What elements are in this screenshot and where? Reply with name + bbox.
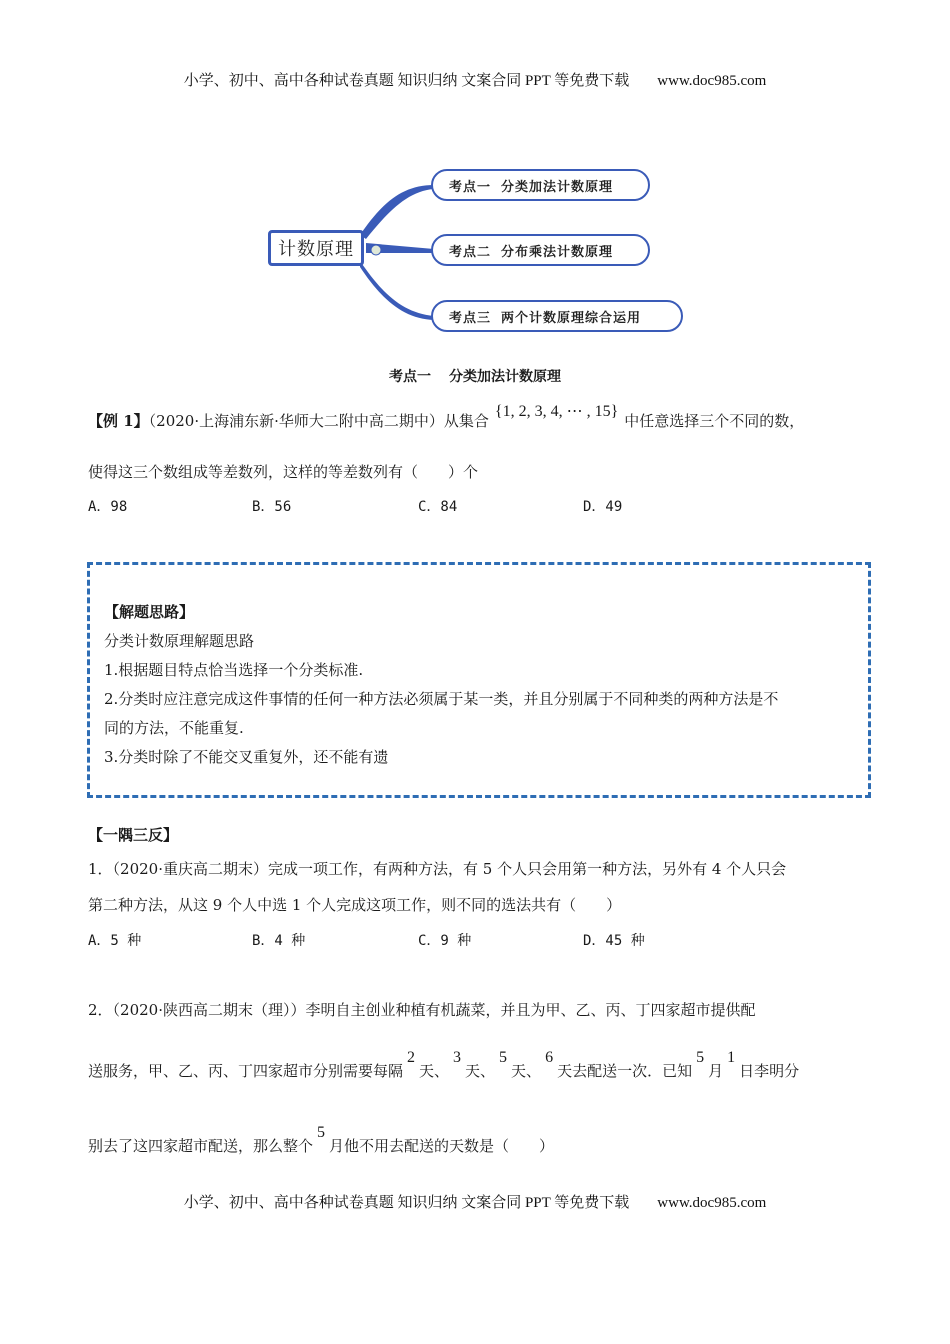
q2-text: 天、 xyxy=(419,1062,450,1080)
mind-map-node-1 xyxy=(431,169,650,201)
math-set: {1, 2, 3, 4, ⋯ , 15} xyxy=(494,403,619,420)
example-text: 中任意选择三个不同的数， xyxy=(624,412,805,430)
option-d: D．45 种 xyxy=(583,933,645,949)
q2-text: 天、 xyxy=(465,1062,496,1080)
header-text: 小学、初中、高中各种试卷真题 知识归纳 文案合同 PPT 等免费下载 xyxy=(183,73,630,89)
math-number: 2 xyxy=(407,1049,416,1066)
example1-line2: 使得这三个数组成等差数列，这样的等差数列有（ ）个 xyxy=(88,463,479,481)
q2-line3 xyxy=(88,1124,555,1156)
example-source: （2020·上海浦东新·华师大二附中高二期中）从集合 xyxy=(148,412,489,430)
q2-line1: 2．（2020·陕西高二期末（理））李明自主创业种植有机蔬菜，并且为甲、乙、丙、丁四家超市提供配 xyxy=(88,1001,756,1019)
header-site: www.doc985.com xyxy=(657,73,767,89)
mind-map-node-3 xyxy=(431,300,683,332)
option-d: D．49 xyxy=(583,499,623,515)
page-footer xyxy=(0,1191,950,1212)
section-title xyxy=(0,366,950,386)
practice-title: 【一隅三反】 xyxy=(88,826,179,844)
node-prefix: 考点一 xyxy=(449,179,492,195)
section-label: 分类加法计数原理 xyxy=(449,369,561,385)
mind-map xyxy=(262,163,702,343)
q2-line2 xyxy=(88,1049,800,1081)
math-number: 6 xyxy=(545,1049,554,1066)
section-prefix: 考点一 xyxy=(389,369,431,385)
q2-text: 别去了这四家超市配送，那么整个 xyxy=(88,1137,314,1155)
tips-line: 分类计数原理解题思路 xyxy=(104,632,255,650)
example1-line1 xyxy=(88,403,805,431)
math-number: 5 xyxy=(317,1124,326,1141)
q2-text: 天去配送一次．已知 xyxy=(557,1062,693,1080)
option-c: C．84 xyxy=(418,499,458,515)
q2-text: 月他不用去配送的天数是（ ） xyxy=(329,1137,555,1155)
q1-line2: 第二种方法，从这 9 个人中选 1 个人完成这项工作，则不同的选法共有（ ） xyxy=(88,896,622,914)
node-label: 分布乘法计数原理 xyxy=(501,244,614,260)
option-c: C．9 种 xyxy=(418,933,472,949)
node-label: 分类加法计数原理 xyxy=(501,179,614,195)
page-header xyxy=(0,69,950,90)
q2-text: 日李明分 xyxy=(739,1062,800,1080)
node-prefix: 考点二 xyxy=(449,244,492,260)
node-label: 两个计数原理综合运用 xyxy=(501,310,642,326)
q1-line1: 1．（2020·重庆高二期末）完成一项工作，有两种方法，有 5 个人只会用第一种方法，另外有 4 个人只会 xyxy=(88,860,787,878)
option-a: A．5 种 xyxy=(88,933,142,949)
q2-text: 送服务，甲、乙、丙、丁四家超市分别需要每隔 xyxy=(88,1062,404,1080)
math-number: 3 xyxy=(453,1049,462,1066)
solution-tips-box xyxy=(87,562,871,798)
node-prefix: 考点三 xyxy=(449,310,492,326)
tips-line: 3.分类时除了不能交叉重复外，还不能有遗 xyxy=(104,748,389,766)
footer-site: www.doc985.com xyxy=(657,1195,767,1211)
q2-text: 天、 xyxy=(511,1062,542,1080)
tips-line: 同的方法，不能重复. xyxy=(104,719,244,737)
mind-map-root: 计数原理 xyxy=(268,230,364,266)
tips-title: 【解题思路】 xyxy=(104,603,195,621)
tips-line: 2.分类时应注意完成这件事情的任何一种方法必须属于某一类，并且分别属于不同种类的两种方法是不 xyxy=(104,690,779,708)
option-b: B．4 种 xyxy=(252,933,306,949)
q2-text: 月 xyxy=(708,1062,724,1080)
tips-line: 1.根据题目特点恰当选择一个分类标准. xyxy=(104,661,364,679)
mind-map-node-2 xyxy=(431,234,650,266)
example-tag: 【例 1】 xyxy=(88,412,149,430)
math-number: 1 xyxy=(727,1049,736,1066)
option-a: A．98 xyxy=(88,499,128,515)
math-number: 5 xyxy=(696,1049,705,1066)
option-b: B．56 xyxy=(252,499,292,515)
footer-text: 小学、初中、高中各种试卷真题 知识归纳 文案合同 PPT 等免费下载 xyxy=(183,1195,630,1211)
math-number: 5 xyxy=(499,1049,508,1066)
